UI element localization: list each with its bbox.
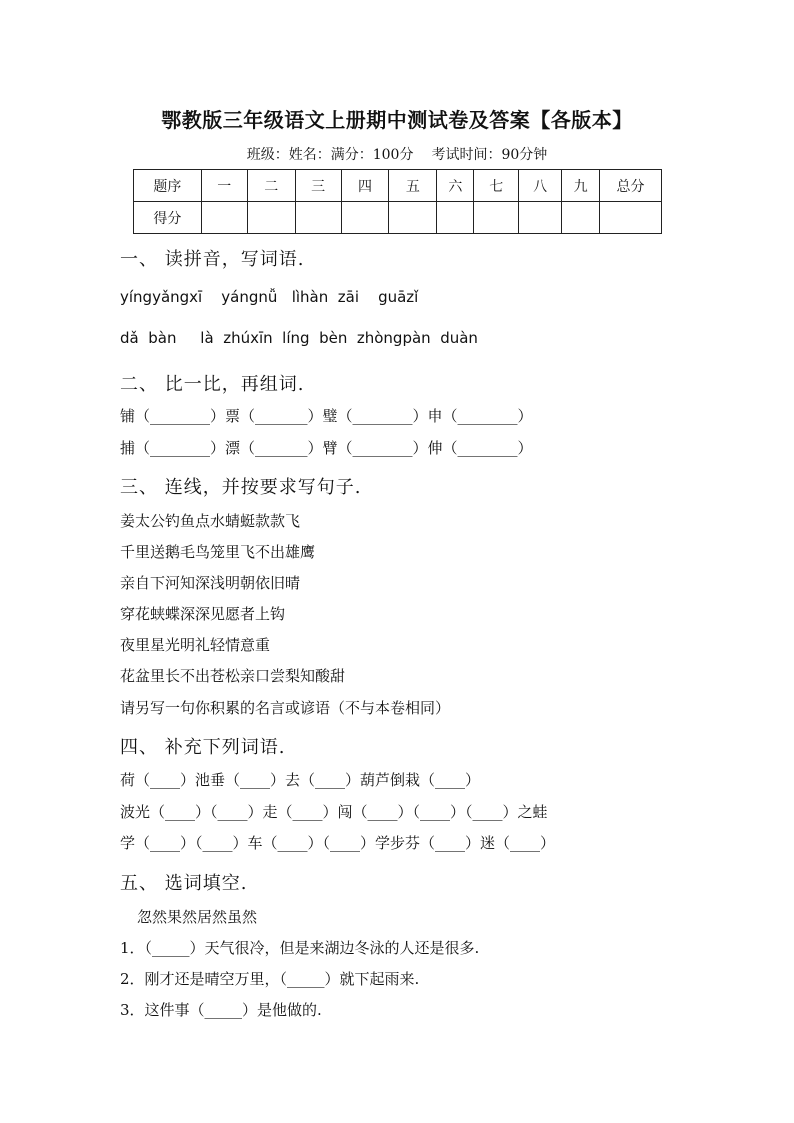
matching-line: 夜里星光明礼轻情意重 [120, 636, 271, 654]
matching-line: 千里送鹅毛鸟笼里飞不出雄鹰 [120, 543, 316, 561]
score-label-cell: 得分 [134, 202, 202, 234]
table-header-cell: 总分 [600, 170, 662, 202]
pinyin-line-1: yíngyǎngxī yángnǚ lìhàn zāi guāzǐ [120, 288, 419, 306]
table-header-cell: 八 [519, 170, 562, 202]
score-cell[interactable] [562, 202, 600, 234]
matching-line: 姜太公钓鱼点水蜻蜓款款飞 [120, 512, 301, 530]
matching-line: 穿花蛱蝶深深见愿者上钩 [120, 605, 286, 623]
exam-time-label: 考试时间：90分钟 [431, 147, 548, 163]
table-header-cell: 一 [201, 170, 247, 202]
fill-row-1: 荷（____）池垂（____）去（____）葫芦倒栽（____） [120, 771, 481, 789]
fill-row-2: 波光（____）（____）走（____）闯（____）（____）（____）之蛙 [120, 803, 548, 821]
table-header-cell: 二 [247, 170, 295, 202]
matching-line: 花盆里长不出苍松亲口尝梨知酸甜 [120, 667, 346, 685]
question-line: 2．刚才还是晴空万里，（_____）就下起雨来. [120, 970, 420, 988]
question-line: 1．（_____）天气很冷，但是来湖边冬泳的人还是很多. [120, 939, 480, 957]
exam-info [0, 144, 794, 164]
matching-line: 亲自下河知深浅明朝依旧晴 [120, 574, 301, 592]
score-cell[interactable] [474, 202, 519, 234]
pinyin-line-2: dǎ bàn là zhúxīn líng bèn zhòngpàn duàn [120, 329, 478, 347]
section-4-heading: 四、 补充下列词语. [120, 737, 286, 758]
section-2-heading: 二、 比一比，再组词. [120, 374, 305, 395]
section-5-heading: 五、 选词填空. [120, 873, 248, 894]
compare-row-1: 铺（________）票（_______）璧（________）申（________） [120, 407, 533, 425]
table-header-cell: 九 [562, 170, 600, 202]
class-name-score-label: 班级：姓名：满分：100分 [246, 147, 414, 163]
section-1-heading: 一、 读拼音，写词语. [120, 249, 305, 270]
table-header-cell: 七 [474, 170, 519, 202]
score-cell[interactable] [389, 202, 437, 234]
table-header-cell: 四 [341, 170, 389, 202]
table-header-cell: 五 [389, 170, 437, 202]
word-bank: 忽然果然居然虽然 [137, 908, 258, 926]
score-cell[interactable] [295, 202, 341, 234]
table-header-cell: 三 [295, 170, 341, 202]
table-header-cell: 六 [437, 170, 474, 202]
section-3-heading: 三、 连线，并按要求写句子. [120, 477, 362, 498]
score-table-header-row [134, 170, 662, 202]
score-cell[interactable] [437, 202, 474, 234]
page-title: 鄂教版三年级语文上册期中测试卷及答案【各版本】 [161, 108, 633, 132]
score-cell[interactable] [341, 202, 389, 234]
score-table [133, 169, 662, 234]
score-cell[interactable] [600, 202, 662, 234]
score-cell[interactable] [201, 202, 247, 234]
score-cell[interactable] [247, 202, 295, 234]
table-header-cell: 题序 [134, 170, 202, 202]
instruction-line: 请另写一句你积累的名言或谚语（不与本卷相同） [120, 699, 451, 717]
question-line: 3．这件事（_____）是他做的. [120, 1001, 322, 1019]
fill-row-3: 学（____）（____）车（____）（____）学步芬（____）迷（____） [120, 834, 556, 852]
score-cell[interactable] [519, 202, 562, 234]
score-table-score-row [134, 202, 662, 234]
compare-row-2: 捕（________）漂（_______）臂（________）伸（________） [120, 439, 533, 457]
